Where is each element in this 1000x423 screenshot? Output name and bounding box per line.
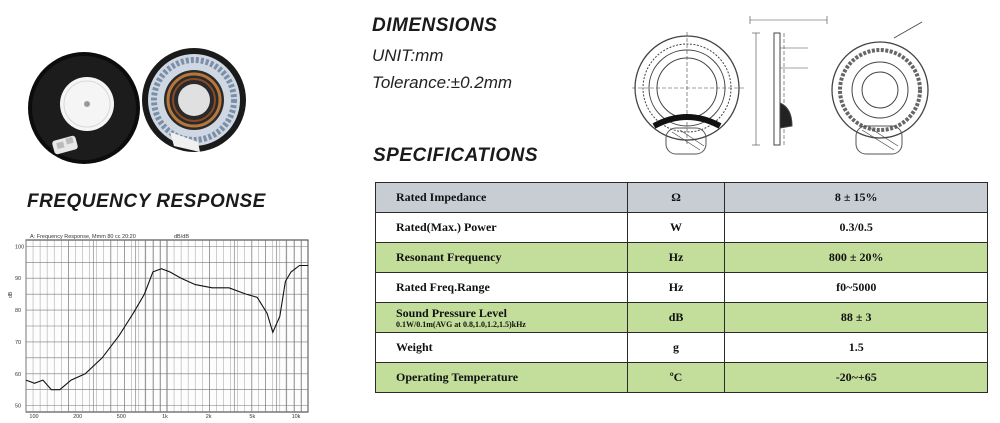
spec-unit: Hz [627,273,725,303]
graph-caption: A: Frequency Response, Mmm 80 cc 20:20 [30,234,136,240]
x-tick-label: 10k [291,414,301,420]
specifications-table [375,182,988,393]
dimensions-unit: UNIT:mm [372,46,444,65]
spec-name-text: Rated Impedance [396,190,487,204]
spec-name [376,243,628,273]
spec-row [376,303,988,333]
specifications-title: SPECIFICATIONS [373,145,538,166]
spec-value: 8 ± 15% [725,183,988,213]
spec-row [376,363,988,393]
speaker-front-photo [25,48,143,166]
frequency-response-title: FREQUENCY RESPONSE [27,191,266,212]
spec-value: f0~5000 [725,273,988,303]
spec-unit: Ω [627,183,725,213]
y-tick-label: 80 [15,308,22,315]
spec-name-text: Rated(Max.) Power [396,220,497,234]
spec-unit: W [627,213,725,243]
spec-name-text: Rated Freq.Range [396,280,490,294]
spec-row [376,333,988,363]
spec-name [376,273,628,303]
y-tick-label: 60 [15,371,22,378]
spec-row [376,183,988,213]
dimensions-tolerance: Tolerance:±0.2mm [372,73,513,92]
spec-row [376,273,988,303]
spec-name-text: Weight [396,340,433,354]
front-view-drawing [632,32,744,154]
spec-unit: g [627,333,725,363]
spec-value: 0.3/0.5 [725,213,988,243]
spec-name-text: Resonant Frequency [396,250,502,264]
x-tick-label: 2k [205,414,212,420]
y-tick-label: 70 [15,339,22,346]
dimensions-title: DIMENSIONS [372,15,498,36]
spec-value: 88 ± 3 [725,303,988,333]
spec-name-text: Operating Temperature [396,370,519,384]
spec-row [376,213,988,243]
dimension-drawings [632,8,932,158]
spec-name-text: Sound Pressure Level [396,306,507,320]
spec-unit: ºC [627,363,725,393]
y-axis-label: dB [8,291,14,298]
y-tick-label: 100 [15,244,25,251]
spec-name [376,363,628,393]
spec-name [376,303,628,333]
x-tick-label: 5k [249,414,256,420]
x-tick-label: 100 [29,414,39,420]
y-tick-label: 90 [15,276,22,283]
spec-value: 1.5 [725,333,988,363]
x-tick-label: 500 [116,414,126,420]
spec-name [376,183,628,213]
frequency-response-graph [8,228,313,420]
spec-name [376,333,628,363]
spec-name [376,213,628,243]
spec-unit: dB [627,303,725,333]
speaker-back-photo [140,42,248,160]
back-view-drawing [832,22,928,154]
x-tick-label: 1k [162,414,168,420]
spec-subname-text: 0.1W/0.1m(AVG at 0.8,1.0,1.2,1.5)kHz [396,320,526,329]
y-tick-label: 50 [15,403,22,410]
spec-value: 800 ± 20% [725,243,988,273]
spec-unit: Hz [627,243,725,273]
spec-value: -20~+65 [725,363,988,393]
side-view-drawing [750,16,827,145]
graph-tag: dB/dB [174,234,189,240]
x-tick-label: 200 [73,414,83,420]
spec-row [376,243,988,273]
